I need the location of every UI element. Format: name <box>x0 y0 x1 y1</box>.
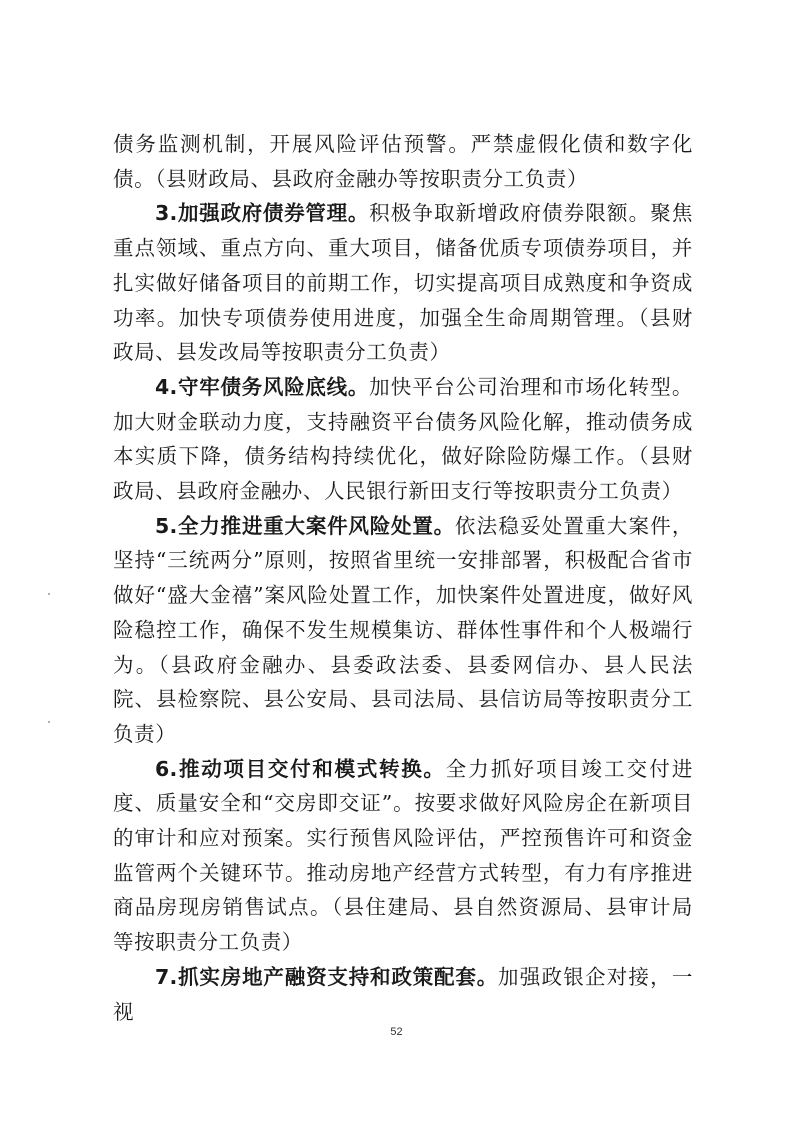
paragraph-5 <box>113 752 693 960</box>
paragraph-3 <box>113 370 693 509</box>
paragraph-2 <box>113 196 693 370</box>
paragraph-6-heading: 7.抓实房地产融资支持和政策配套。 <box>155 964 499 989</box>
document-body <box>113 127 693 1029</box>
paragraph-2-heading: 3.加强政府债券管理。 <box>155 201 370 226</box>
paragraph-4-heading: 5.全力推进重大案件风险处置。 <box>155 513 455 538</box>
paragraph-4-text: 依法稳妥处置重大案件，坚持“三统两分”原则，按照省里统一安排部署，积极配合省市做好“盛大金禧”案风险处置工作，加快案件处置进度，做好风险稳控工作，确保不发生规模集访、群体性事件和个人极端行为。（县政府金融办、县委政法委、县委网信办、县人民法院、县检察院、县公安局、县司法局、县信访局等按职责分工负责） <box>113 513 693 746</box>
paragraph-1 <box>113 127 693 196</box>
paragraph-2-text: 积极争取新增政府债券限额。聚焦重点领域、重点方向、重大项目，储备优质专项债券项目，并扎实做好储备项目的前期工作，切实提高项目成熟度和争资成功率。加快专项债券使用进度，加强全生命周期管理。（县财政局、县发改局等按职责分工负责） <box>113 201 693 365</box>
paragraph-5-heading: 6.推动项目交付和模式转换。 <box>155 756 446 781</box>
margin-dot-mark <box>48 593 50 595</box>
page-number: 52 <box>390 1026 403 1038</box>
paragraph-6 <box>113 960 693 1029</box>
paragraph-3-heading: 4.守牢债务风险底线。 <box>155 374 370 399</box>
margin-dot-mark <box>48 721 50 723</box>
paragraph-1-text: 债务监测机制，开展风险评估预警。严禁虚假化债和数字化债。（县财政局、县政府金融办等按职责分工负责） <box>113 132 693 191</box>
paragraph-6-text: 加强政银企对接，一视 <box>113 964 693 1024</box>
paragraph-5-text: 全力抓好项目竣工交付进度、质量安全和“交房即交证”。按要求做好风险房企在新项目的审计和应对预案。实行预售风险评估，严控预售许可和资金监管两个关键环节。推动房地产经营方式转型，有力有序推进商品房现房销售试点。（县住建局、县自然资源局、县审计局等按职责分工负责） <box>113 756 693 955</box>
paragraph-4 <box>113 509 693 752</box>
paragraph-3-text: 加快平台公司治理和市场化转型。加大财金联动力度，支持融资平台债务风险化解，推动债务成本实质下降，债务结构持续优化，做好除险防爆工作。（县财政局、县政府金融办、人民银行新田支行等按职责分工负责） <box>113 374 693 504</box>
